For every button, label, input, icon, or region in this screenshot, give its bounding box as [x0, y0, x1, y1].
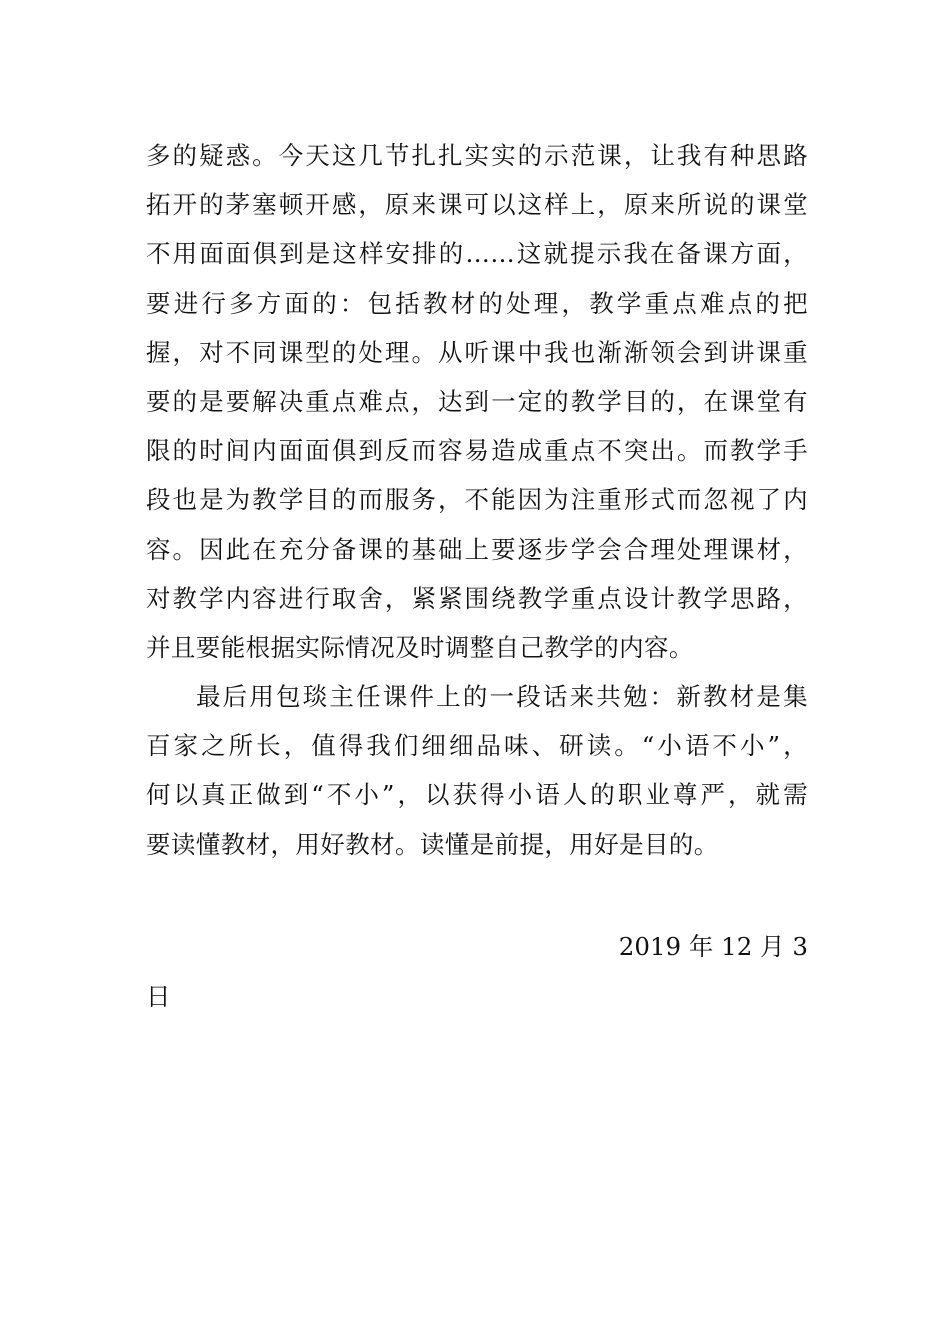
paragraph2-first-line: 最后用包琰主任课件上的一段话来共勉：新教材是集	[196, 682, 808, 712]
paragraph-line: 要的是要解决重点难点，达到一定的教学目的，在课堂有	[146, 386, 808, 416]
paragraph-line: 何以真正做到“不小”，以获得小语人的职业尊严，就需	[146, 780, 808, 810]
paragraph-line-last: 要读懂教材，用好教材。读懂是前提，用好是目的。	[146, 829, 719, 859]
paragraph-line: 要进行多方面的：包括教材的处理，教学重点难点的把	[146, 288, 808, 318]
paragraph-line: 段也是为教学目的而服务，不能因为注重形式而忽视了内	[146, 485, 808, 515]
paragraph-line-last: 并且要能根据实际情况及时调整自己教学的内容。	[146, 632, 694, 662]
paragraph-line: 拓开的茅塞顿开感，原来课可以这样上，原来所说的课堂	[146, 190, 808, 220]
date-tail: 日	[146, 982, 171, 1011]
paragraph-line: 对教学内容进行取舍，紧紧围绕教学重点设计教学思路，	[146, 583, 808, 613]
paragraph-line: 百家之所长，值得我们细细品味、研读。“小语不小”，	[146, 731, 808, 761]
paragraph-line: 容。因此在充分备课的基础上要逐步学会合理处理课材，	[146, 534, 808, 564]
paragraph-line: 不用面面俱到是这样安排的……这就提示我在备课方面，	[146, 239, 808, 269]
date-line: 2019 年 12 月 3	[618, 932, 808, 961]
body-text	[146, 131, 808, 869]
paragraph-line: 握，对不同课型的处理。从听课中我也渐渐领会到讲课重	[146, 337, 808, 367]
paragraph-line: 限的时间内面面俱到反而容易造成重点不突出。而教学手	[146, 436, 808, 466]
paragraph-line: 多的疑惑。今天这几节扎扎实实的示范课，让我有种思路	[146, 141, 808, 170]
